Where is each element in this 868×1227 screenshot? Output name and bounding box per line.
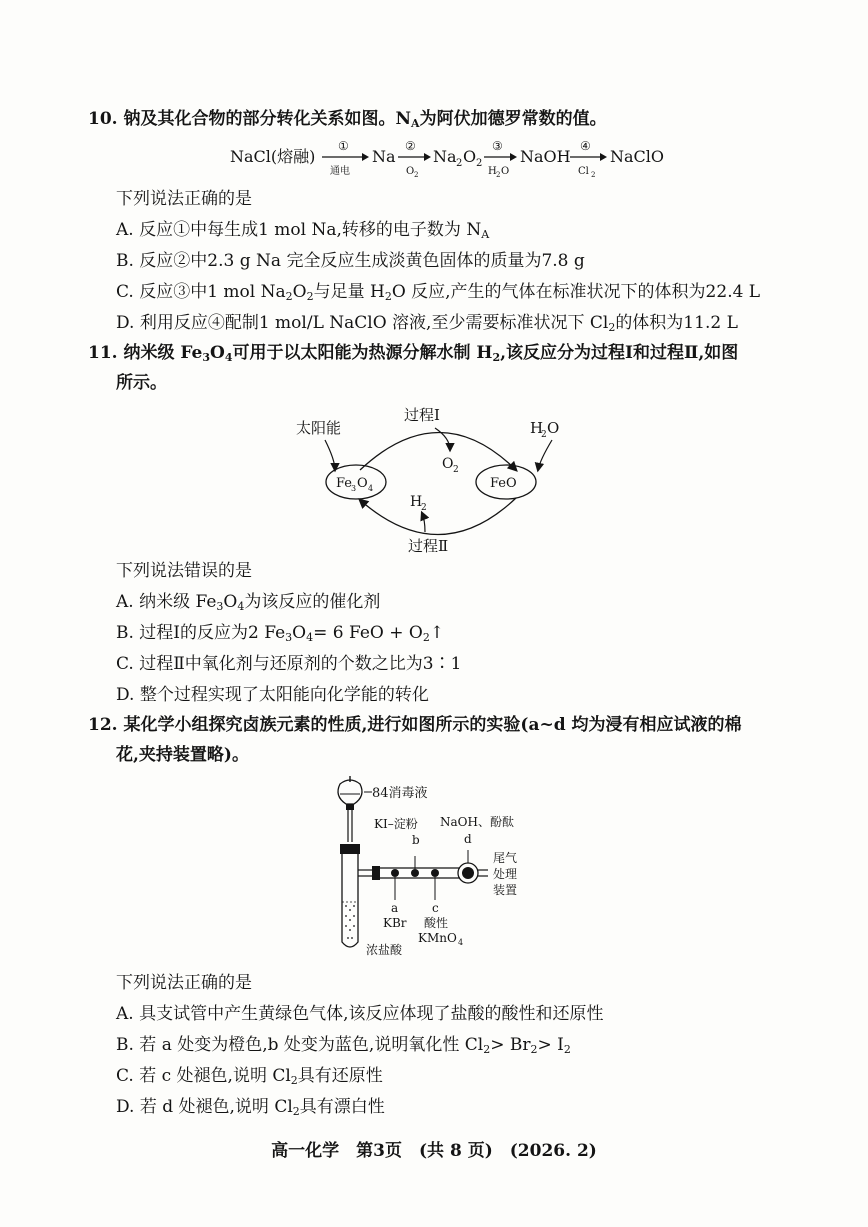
tail-gas-label-3: 装置 bbox=[493, 883, 518, 897]
tail-gas-label-2: 处理 bbox=[493, 867, 518, 881]
q12-option-b: B. 若 a 处变为橙色,b 处变为蓝色,说明氧化性 $Cl_2> Br_2> I_2$ bbox=[116, 1035, 571, 1056]
svg-text:4: 4 bbox=[458, 938, 464, 947]
process-2-label: 过程Ⅱ bbox=[408, 537, 449, 555]
scheme-start: NaCl(熔融) bbox=[230, 147, 316, 166]
q12-prompt: 下列说法正确的是 bbox=[116, 973, 252, 993]
kmno4-label bbox=[418, 931, 463, 947]
svg-text:H: H bbox=[530, 419, 544, 437]
svg-text:2: 2 bbox=[453, 465, 459, 475]
q12-option-d: D. 若 d 处褪色,说明 $Cl_2$具有漂白性 bbox=[116, 1097, 385, 1118]
label-d: d bbox=[464, 832, 472, 846]
q11-stem: 11. 纳米级 $Fe_3O_4$可用于以太阳能为热源分解水制 $H_2$,该反应分为过程Ⅰ和过程Ⅱ,如图 bbox=[88, 343, 739, 364]
scheme-arrow-4 bbox=[570, 139, 607, 179]
svg-text:H: H bbox=[488, 166, 497, 177]
kbr-label: KBr bbox=[383, 916, 407, 930]
svg-text:2: 2 bbox=[476, 158, 483, 169]
h2-label bbox=[410, 494, 427, 513]
tail-gas-label-1: 尾气 bbox=[493, 851, 518, 865]
o2-label bbox=[442, 456, 459, 475]
svg-text:2: 2 bbox=[456, 158, 463, 169]
q11-cycle-diagram bbox=[290, 400, 590, 560]
q10-stem: 10. 钠及其化合物的部分转化关系如图。$N_A$为阿伏加德罗常数的值。 bbox=[88, 109, 607, 130]
svg-text:2: 2 bbox=[496, 171, 501, 179]
svg-text:3: 3 bbox=[351, 484, 357, 493]
svg-text:H: H bbox=[410, 494, 423, 510]
svg-text:通电: 通电 bbox=[330, 166, 350, 177]
q11-option-a: A. 纳米级 $Fe_3O_4$为该反应的催化剂 bbox=[116, 592, 381, 613]
svg-text:O: O bbox=[501, 166, 510, 177]
svg-text:4: 4 bbox=[368, 484, 374, 493]
svg-text:④: ④ bbox=[580, 139, 591, 153]
naoh-label: NaOH、酚酞 bbox=[440, 815, 514, 829]
svg-text:2: 2 bbox=[541, 430, 547, 440]
q12-option-a: A. 具支试管中产生黄绿色气体,该反应体现了盐酸的酸性和还原性 bbox=[116, 1004, 604, 1024]
svg-text:Cl: Cl bbox=[578, 166, 589, 177]
q11-option-b: B. 过程Ⅰ的反应为2 $Fe_3O_4= 6$ FeO + $O_2↑$ bbox=[116, 623, 445, 644]
svg-text:Na: Na bbox=[433, 147, 457, 166]
q11-prompt: 下列说法错误的是 bbox=[116, 561, 252, 581]
svg-text:①: ① bbox=[338, 139, 349, 153]
svg-text:NaOH: NaOH bbox=[520, 147, 571, 166]
fe3o4-label bbox=[336, 476, 373, 493]
q12-stem: 12. 某化学小组探究卤族元素的性质,进行如图所示的实验(a~d 均为浸有相应试液的棉 bbox=[88, 715, 742, 735]
q10-option-c: C. 反应③中1 mol $Na_2O_2$与足量 $H_2O$ 反应,产生的气体在标准状况下的体积为22.4 L bbox=[116, 282, 761, 303]
svg-text:2: 2 bbox=[414, 171, 419, 179]
q12-option-c: C. 若 c 处褪色,说明 $Cl_2$具有还原性 bbox=[116, 1066, 383, 1087]
q10-option-b: B. 反应②中2.3 g Na 完全反应生成淡黄色固体的质量为7.8 g bbox=[116, 251, 585, 271]
sun-label: 太阳能 bbox=[296, 419, 342, 437]
q12-apparatus-diagram bbox=[320, 772, 550, 962]
q10-option-d: D. 利用反应④配制1 mol/L NaClO 溶液,至少需要标准状况下 $Cl_2$的体积为11.2 L bbox=[116, 313, 738, 334]
ki-starch-label: KI–淀粉 bbox=[374, 817, 418, 831]
page-footer: 高一化学 第3页 (共 8 页) (2026. 2) bbox=[271, 1141, 597, 1161]
label-c: c bbox=[432, 901, 439, 915]
q10-prompt: 下列说法正确的是 bbox=[116, 189, 252, 209]
q11-option-d: D. 整个过程实现了太阳能向化学能的转化 bbox=[116, 685, 429, 705]
hcl-label: 浓盐酸 bbox=[366, 943, 403, 957]
svg-text:KMnO: KMnO bbox=[418, 931, 457, 945]
cotton-d bbox=[462, 867, 474, 879]
q10-conversion-scheme bbox=[220, 134, 680, 180]
scheme-arrow-1 bbox=[322, 139, 369, 177]
svg-text:Fe: Fe bbox=[336, 476, 353, 491]
svg-text:2: 2 bbox=[421, 503, 427, 513]
svg-text:O: O bbox=[406, 166, 415, 177]
separatory-funnel bbox=[338, 776, 362, 842]
q12-stem-line2: 花,夹持装置略)。 bbox=[116, 745, 249, 765]
svg-text:2: 2 bbox=[591, 171, 596, 179]
scheme-arrow-2 bbox=[398, 139, 431, 179]
q10-option-a: A. 反应①中每生成1 mol Na,转移的电子数为 $N_A$ bbox=[116, 220, 490, 241]
feo-label: FeO bbox=[490, 476, 517, 491]
scheme-na2o2 bbox=[433, 147, 482, 169]
q11-option-c: C. 过程Ⅱ中氧化剂与还原剂的个数之比为3∶1 bbox=[116, 654, 462, 674]
svg-text:O: O bbox=[357, 476, 368, 491]
side-arm-test-tube bbox=[342, 854, 380, 947]
svg-text:O: O bbox=[547, 419, 560, 437]
svg-text:③: ③ bbox=[492, 139, 503, 153]
q11-stem-line2: 所示。 bbox=[116, 373, 167, 393]
label-b: b bbox=[412, 833, 420, 847]
cotton-a bbox=[391, 869, 399, 877]
cotton-b bbox=[411, 869, 419, 877]
cotton-c bbox=[431, 869, 439, 877]
svg-text:Na: Na bbox=[372, 147, 396, 166]
label-a: a bbox=[391, 901, 399, 915]
h2o-label bbox=[530, 419, 559, 440]
stopper bbox=[340, 844, 360, 854]
process-1-label: 过程Ⅰ bbox=[404, 406, 440, 424]
svg-text:O: O bbox=[442, 456, 454, 472]
bleach-label: 84消毒液 bbox=[372, 786, 428, 801]
svg-text:NaClO: NaClO bbox=[610, 147, 665, 166]
svg-text:②: ② bbox=[405, 139, 416, 153]
fe3o4-node bbox=[326, 465, 386, 499]
svg-text:O: O bbox=[463, 147, 477, 166]
scheme-arrow-3 bbox=[484, 139, 517, 179]
glass-tube bbox=[380, 863, 488, 883]
acid-label: 酸性 bbox=[424, 916, 449, 930]
